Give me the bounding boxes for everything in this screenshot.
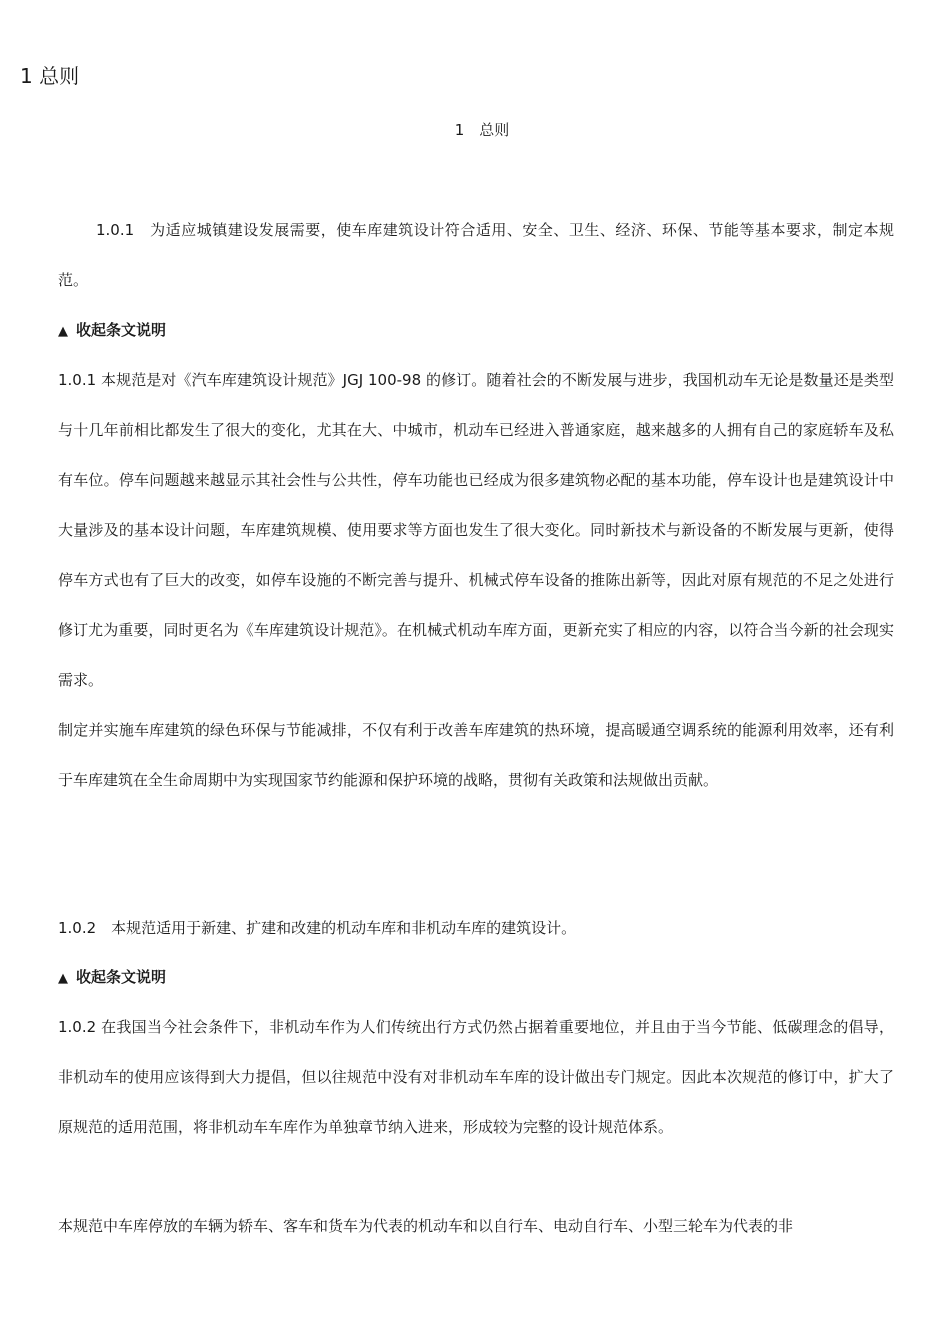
explanation-1-0-1-para-2: 制定并实施车库建筑的绿色环保与节能减排，不仅有利于改善车库建筑的热环境，提高暖通空调系统的能源利用效率，还有利于车库建筑在全生命周期中为实现国家节约能源和保护环境的战略，贯彻有关政策和法规做出贡献。 (58, 721, 894, 789)
explanation-1-0-2-para-1: 1.0.2 在我国当今社会条件下，非机动车作为人们传统出行方式仍然占据着重要地位，并且由于当今节能、低碳理念的倡导，非机动车的使用应该得到大力提倡，但以往规范中没有对非机动车车库的设计做出专门规定。因此本次规范的修订中，扩大了原规范的适用范围，将非机动车车库作为单独章节纳入进来，形成较为完整的设计规范体系。 (58, 1018, 894, 1136)
explanation-1-0-1-para-1: 1.0.1 本规范是对《汽车库建筑设计规范》JGJ 100-98 的修订。随着社会的不断发展与进步，我国机动车无论是数量还是类型与十几年前相比都发生了很大的变化，尤其在大、中城市，机动车已经进入普通家庭，越来越多的人拥有自己的家庭轿车及私有车位。停车问题越来越显示其社会性与公共性，停车功能也已经成为很多建筑物必配的基本功能，停车设计也是建筑设计中大量涉及的基本设计问题，车库建筑规模、使用要求等方面也发生了很大变化。同时新技术与新设备的不断发展与更新，使得停车方式也有了巨大的改变，如停车设施的不断完善与提升、机械式停车设备的推陈出新等，因此对原有规范的不足之处进行修订尤为重要，同时更名为《车库建筑设计规范》。在机械式机动车库方面，更新充实了相应的内容，以符合当今新的社会现实需求。 (58, 371, 894, 689)
collapse-explanation-toggle-1-0-2[interactable] (58, 965, 166, 991)
clause-1-0-2: 1.0.2 本规范适用于新建、扩建和改建的机动车库和非机动车库的建筑设计。 (58, 919, 577, 937)
section-title: 1 总则 (454, 121, 510, 139)
collapse-explanation-toggle-1-0-1[interactable] (58, 318, 166, 344)
triangle-up-icon: ▲ (58, 971, 68, 986)
triangle-up-icon: ▲ (58, 324, 68, 339)
document-heading: 1 总则 (20, 64, 80, 88)
toggle-label: 收起条文说明 (76, 968, 167, 986)
toggle-label: 收起条文说明 (76, 321, 167, 339)
explanation-1-0-2-para-2: 本规范中车库停放的车辆为轿车、客车和货车为代表的机动车和以自行车、电动自行车、小型三轮车为代表的非 (58, 1217, 794, 1235)
clause-1-0-1: 1.0.1 为适应城镇建设发展需要，使车库建筑设计符合适用、安全、卫生、经济、环保、节能等基本要求，制定本规范。 (58, 221, 894, 289)
